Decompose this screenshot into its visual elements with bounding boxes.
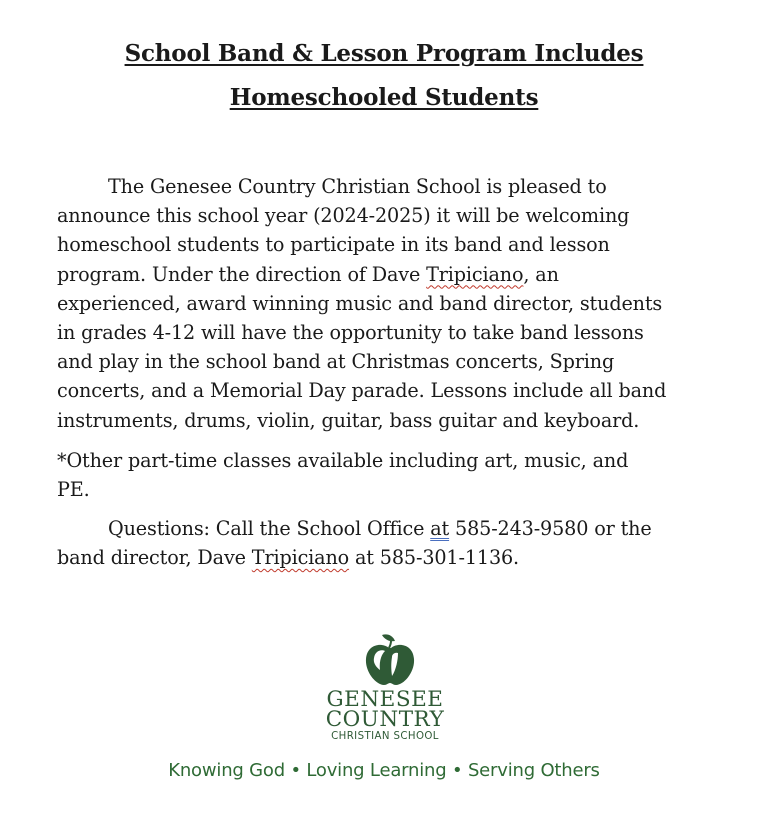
apple-icon [362, 632, 418, 688]
text-line: The Genesee Country Christian School is pleased to [108, 175, 607, 198]
page-title-line-2: Homeschooled Students [229, 84, 539, 111]
text-run: program. Under the direction of Dave [57, 262, 427, 286]
text-line [57, 260, 727, 289]
text-line: experienced, award winning music and band director, students [57, 291, 663, 315]
text-line: concerts, and a Memorial Day parade. Lessons include all band [57, 379, 667, 403]
text-line: and play in the school band at Christmas concerts, Spring [57, 350, 615, 374]
school-tagline: Knowing God • Loving Learning • Serving Others [168, 760, 600, 781]
school-logo [310, 632, 460, 747]
text-run: band director, Dave [57, 546, 252, 570]
text-run: Questions: Call the School Office [108, 517, 431, 540]
text-line: homeschool students to participate in its band and lesson [57, 233, 610, 257]
logo-wordmark-country: COUNTRY [325, 707, 445, 732]
paragraph-announcement [57, 172, 727, 435]
text-line [57, 543, 727, 572]
paragraph-other-classes [57, 446, 727, 504]
logo-wordmark-christian-school: CHRISTIAN SCHOOL [331, 731, 439, 742]
grammarcheck-word[interactable]: at [430, 517, 450, 540]
paragraph-questions [57, 514, 727, 572]
text-line: *Other part-time classes available including art, music, and [57, 449, 629, 472]
spellcheck-word[interactable]: Tripiciano [251, 546, 350, 570]
text-line [57, 514, 727, 543]
text-line: PE. [57, 478, 90, 502]
text-line: instruments, drums, violin, guitar, bass guitar and keyboard. [57, 408, 640, 432]
text-run: at 585-301-1136. [349, 546, 520, 570]
text-line: announce this school year (2024-2025) it will be welcoming [57, 204, 630, 228]
text-run: 585-243-9580 or the [449, 517, 652, 540]
spellcheck-word[interactable]: Tripiciano [426, 262, 524, 286]
text-line: in grades 4-12 will have the opportunity to take band lessons [57, 320, 644, 344]
page-title-line-1: School Band & Lesson Program Includes [124, 40, 644, 67]
logo-wordmark-genesee: GENESEE [326, 687, 444, 712]
text-run: , an [523, 262, 559, 286]
